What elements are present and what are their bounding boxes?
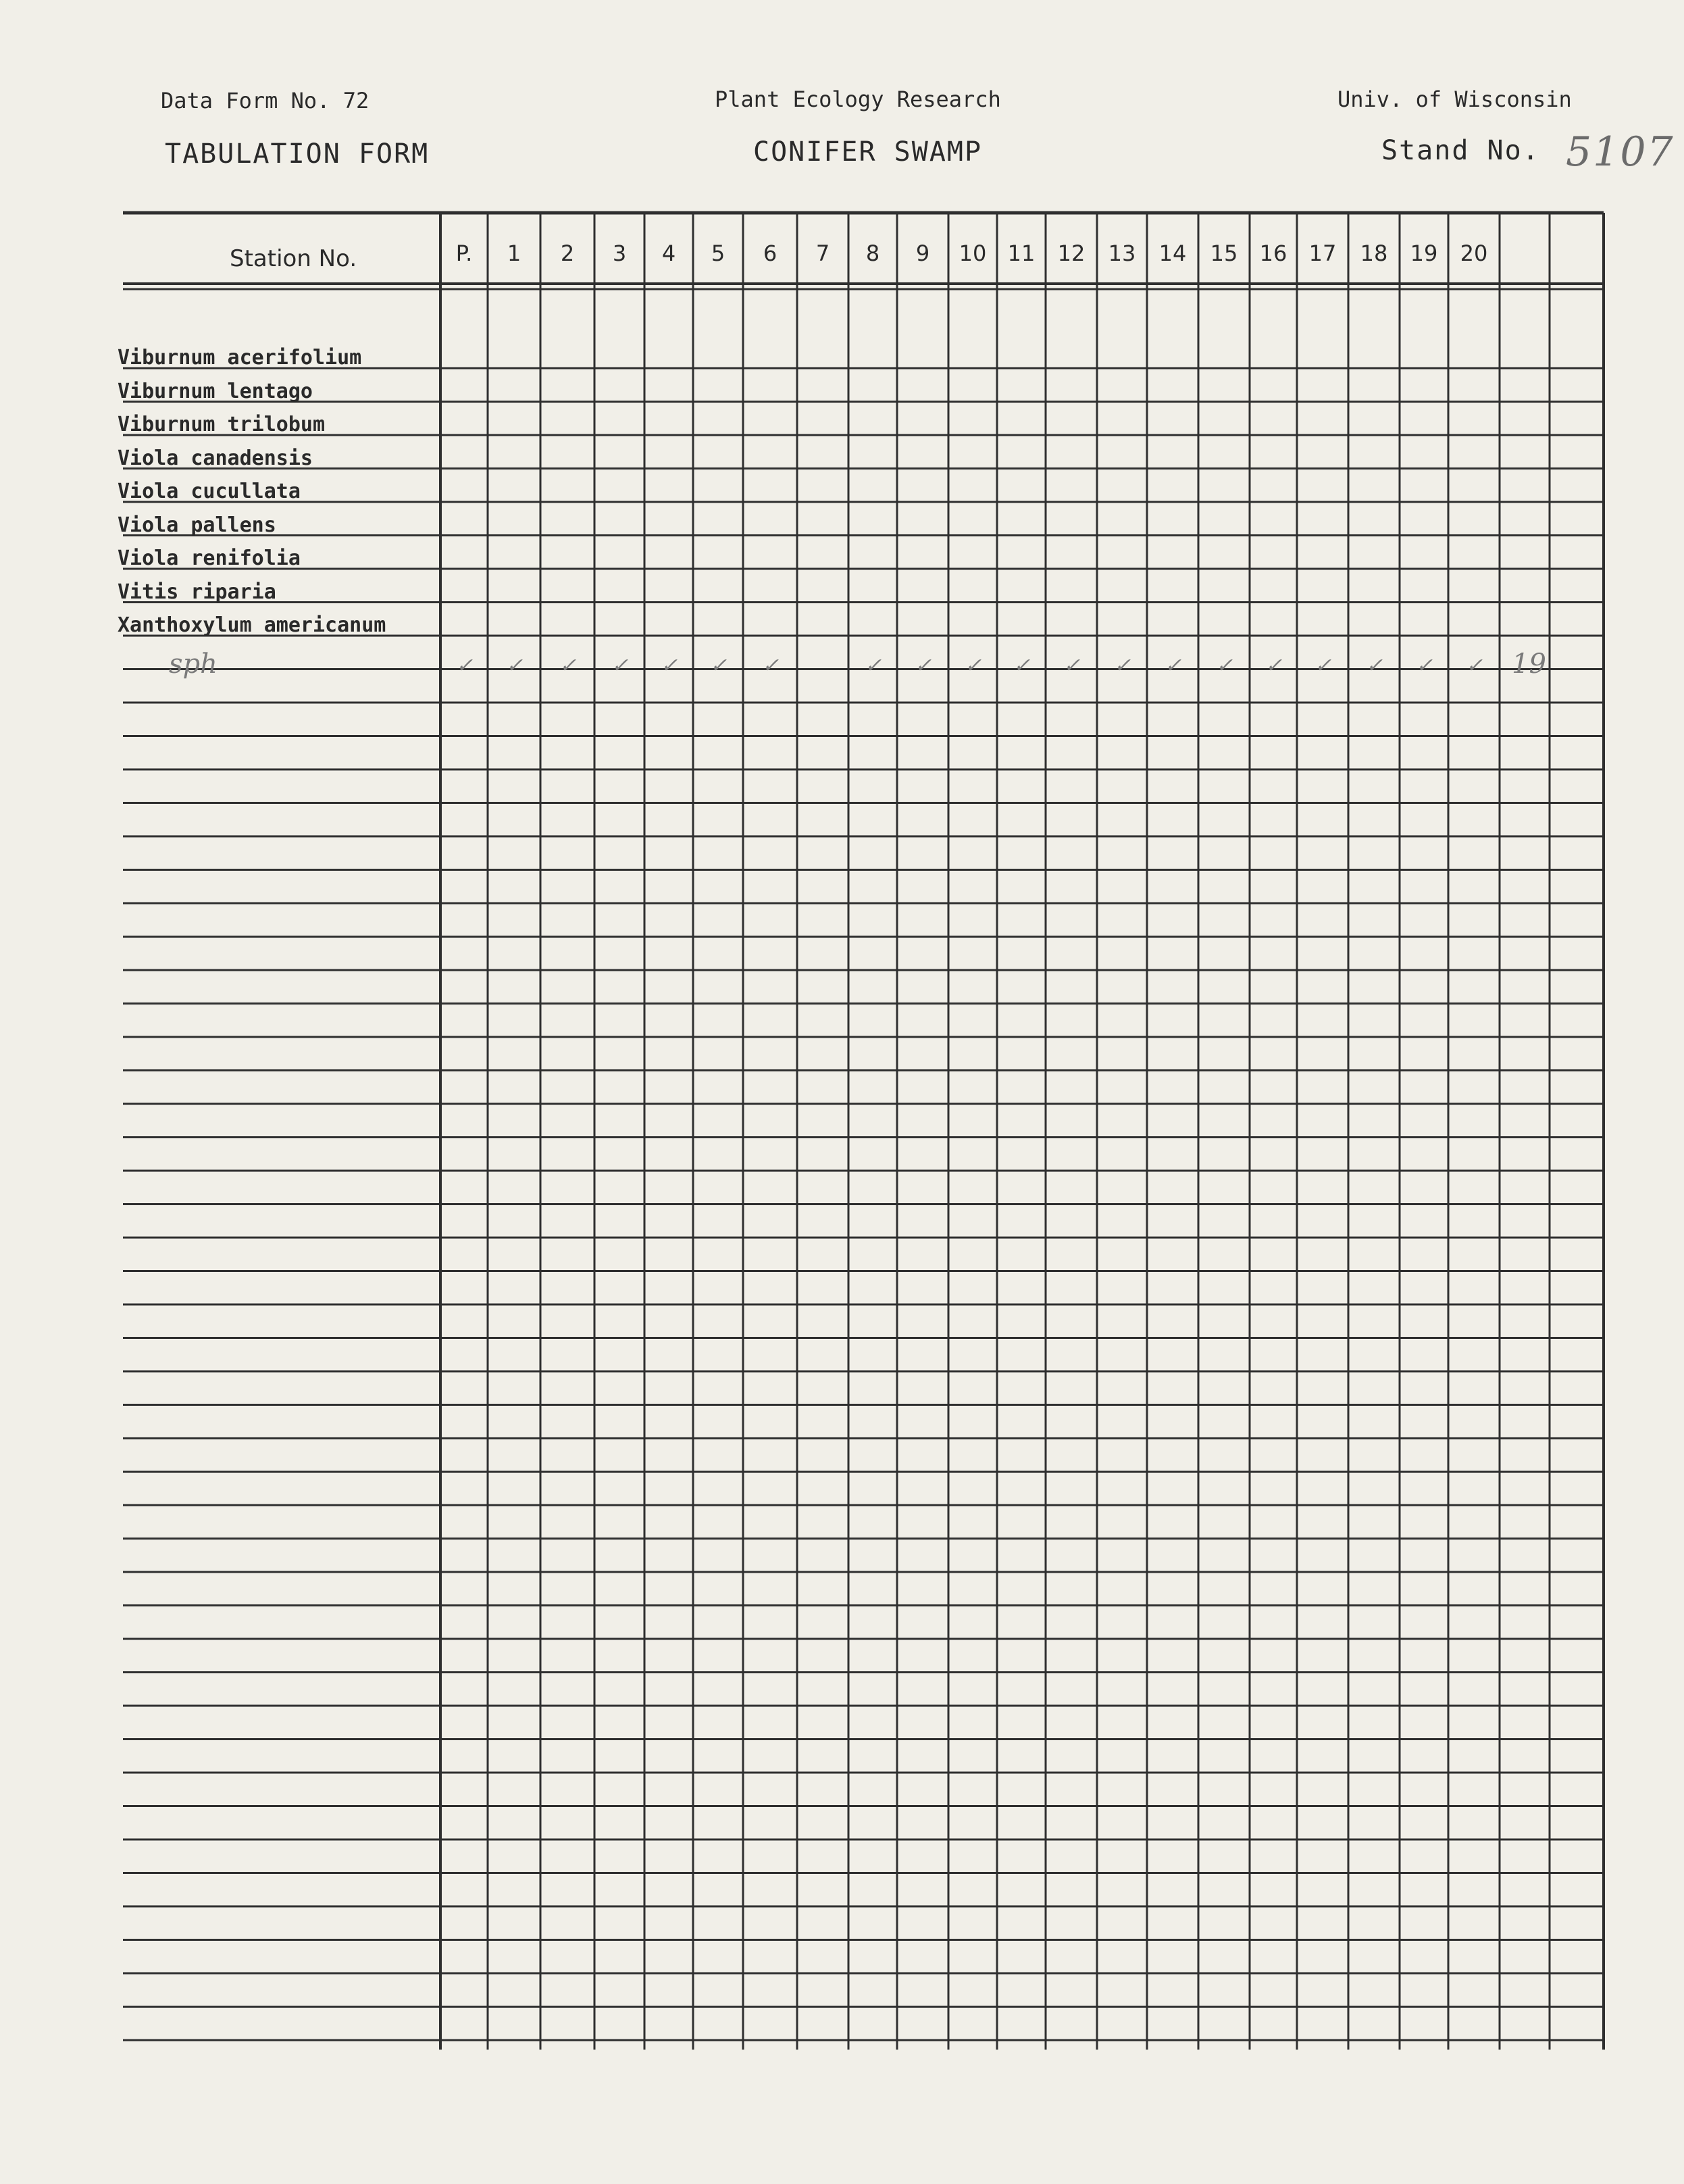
species-name: Viburnum lentago bbox=[118, 379, 313, 403]
column-number: 11 bbox=[1007, 240, 1036, 266]
check-mark: ✓ bbox=[1366, 654, 1383, 678]
check-mark: ✓ bbox=[1013, 654, 1031, 678]
column-number: 1 bbox=[507, 240, 521, 266]
species-name: Xanthoxylum americanum bbox=[118, 613, 386, 637]
station-no-label: Station No. bbox=[230, 245, 357, 272]
handwritten-total: 19 bbox=[1512, 649, 1546, 680]
check-mark: ✓ bbox=[1265, 654, 1283, 678]
check-mark: ✓ bbox=[456, 654, 474, 678]
check-mark: ✓ bbox=[661, 654, 678, 678]
check-mark: ✓ bbox=[965, 654, 982, 678]
column-number: 20 bbox=[1460, 240, 1488, 266]
column-number: 16 bbox=[1259, 240, 1287, 266]
check-mark: ✓ bbox=[1466, 654, 1483, 678]
check-mark: ✓ bbox=[710, 654, 728, 678]
species-name: Viola canadensis bbox=[118, 446, 313, 470]
column-number: 2 bbox=[560, 240, 575, 266]
species-name: Viola renifolia bbox=[118, 547, 301, 570]
check-mark: ✓ bbox=[1063, 654, 1081, 678]
column-number: 13 bbox=[1108, 240, 1136, 266]
check-mark: ✓ bbox=[1114, 654, 1131, 678]
form-title: TABULATION FORM bbox=[165, 138, 430, 170]
column-number: 8 bbox=[865, 240, 880, 266]
check-mark: ✓ bbox=[559, 654, 577, 678]
column-number: 3 bbox=[612, 240, 627, 266]
column-number: 9 bbox=[915, 240, 930, 266]
check-mark: ✓ bbox=[762, 654, 780, 678]
university-heading: Univ. of Wisconsin bbox=[1337, 86, 1572, 112]
column-number: 17 bbox=[1308, 240, 1337, 266]
stand-label: Stand No. bbox=[1381, 135, 1540, 166]
check-mark: ✓ bbox=[865, 654, 882, 678]
column-number: 6 bbox=[763, 240, 777, 266]
species-name: Viburnum acerifolium bbox=[118, 346, 362, 370]
column-number: P. bbox=[455, 240, 473, 266]
species-name: Vitis riparia bbox=[118, 580, 276, 604]
form-number: Data Form No. 72 bbox=[161, 88, 369, 113]
check-mark: ✓ bbox=[1416, 654, 1433, 678]
check-mark: ✓ bbox=[1165, 654, 1182, 678]
research-heading: Plant Ecology Research bbox=[715, 86, 1001, 112]
stand-number-handwritten: 5107 bbox=[1566, 128, 1675, 176]
column-number: 18 bbox=[1360, 240, 1388, 266]
species-name: Viola pallens bbox=[118, 513, 276, 537]
check-mark: ✓ bbox=[611, 654, 629, 678]
check-mark: ✓ bbox=[915, 654, 932, 678]
column-number: 15 bbox=[1210, 240, 1238, 266]
column-number: 19 bbox=[1410, 240, 1438, 266]
column-number: 12 bbox=[1057, 240, 1086, 266]
column-number: 5 bbox=[711, 240, 725, 266]
community-title: CONIFER SWAMP bbox=[753, 136, 983, 168]
species-name: Viola cucullata bbox=[118, 480, 301, 503]
column-number: 4 bbox=[661, 240, 676, 266]
check-mark: ✓ bbox=[506, 654, 524, 678]
column-number: 14 bbox=[1158, 240, 1187, 266]
check-mark: ✓ bbox=[1216, 654, 1233, 678]
column-number: 10 bbox=[959, 240, 987, 266]
column-number: 7 bbox=[815, 240, 830, 266]
handwritten-species-label: sph bbox=[169, 649, 218, 680]
check-mark: ✓ bbox=[1315, 654, 1332, 678]
species-name: Viburnum trilobum bbox=[118, 413, 326, 436]
